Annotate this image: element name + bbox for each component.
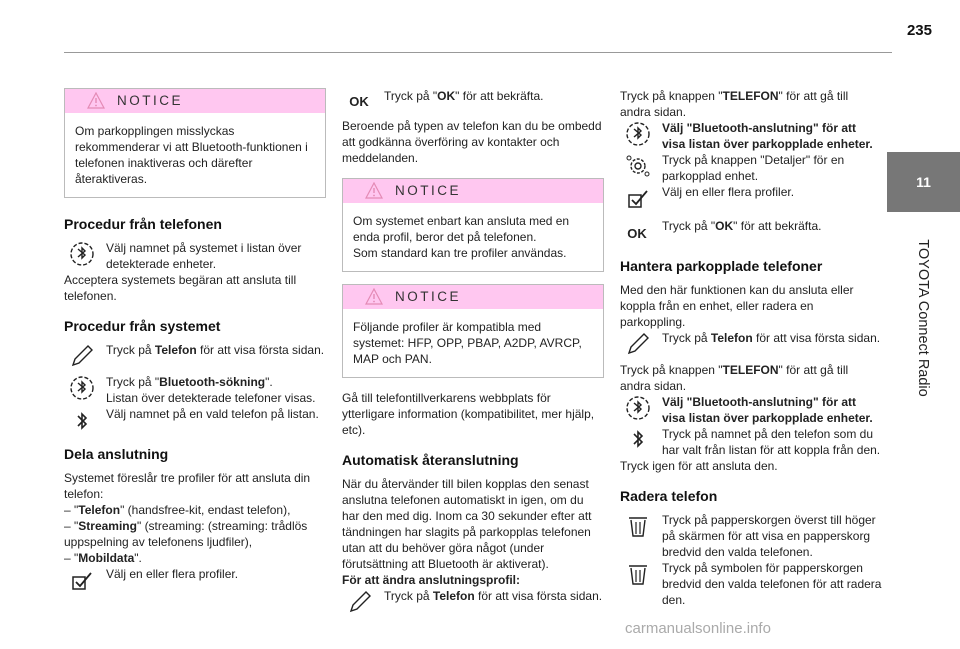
checkbox-icon [68,566,96,594]
auto-bold: För att ändra anslutningsprofil: [342,573,521,587]
bluetooth-search-icon [68,374,96,402]
trash-icon [624,560,652,588]
warning-icon [365,288,383,305]
step-bluetooth-list [620,394,882,426]
share-item-telefon: – "Telefon" (handsfree-kit, endast telefon), [64,503,291,517]
bluetooth-icon [624,426,652,454]
step-trash-top [620,512,882,560]
warning-icon [365,182,383,199]
manage-text: Med den här funktionen kan du ansluta eller koppla från en enhet, eller radera en parkoppling. [620,283,854,329]
step-text: Tryck på Telefon för att visa första sidan. [106,343,325,357]
step-press-ok [620,218,882,244]
ok-icon: OK [627,226,647,241]
heading-auto-reconnect: Automatisk återanslutning [342,452,519,468]
header-divider [64,52,892,53]
reconnect-text: Tryck igen för att ansluta den. [620,459,778,473]
step-press-telefon [620,330,882,358]
step-bluetooth-list [620,120,882,152]
notice-label: NOTICE [395,289,462,304]
step-text: Tryck på Telefon för att visa första sidan. [662,331,881,345]
notice-text: Följande profiler är kompatibla med systemet: HFP, OPP, PBAP, A2DP, AVRCP, MAP och PAN. [353,320,582,366]
press-telefon-text: Tryck på knappen "TELEFON" för att gå till andra sidan. [620,89,849,119]
chapter-tab: 11 [887,152,960,212]
share-item-mobildata: – "Mobildata". [64,551,142,565]
notice-header [65,89,325,113]
heading-manage-paired: Hantera parkopplade telefoner [620,258,823,274]
step-text: Listan över detekterade telefoner visas. [106,391,316,405]
bluetooth-search-icon [68,240,96,268]
step-text: Välj namnet på en vald telefon på listan. [106,407,319,421]
ok-icon: OK [349,94,369,109]
step-disconnect [620,426,882,458]
chapter-title: TOYOTA Connect Radio [915,239,931,397]
notice-box [342,178,604,272]
step-text: Välj namnet på systemet i listan över detekterade enheter. [106,241,302,271]
step-choose-profiles [620,184,882,212]
step-details [620,152,882,184]
warning-icon [87,92,105,109]
step-text: Tryck på symbolen för papperskorgen bredvid den valda telefonen för att radera den. [662,561,882,607]
step-text: Välj "Bluetooth-anslutning" för att visa listan över parkopplade enheter. [662,121,873,151]
pen-icon [624,330,652,358]
step-choose-phone [64,406,326,434]
bluetooth-search-icon [624,120,652,148]
column-3 [620,88,882,608]
step-text: Tryck på "OK" för att bekräfta. [384,89,544,103]
trash-icon [624,512,652,540]
auto-text: När du återvänder till bilen kopplas den senast anslutna telefonen automatiskt in igen, om du har den med dig. Inom ca 30 sekunder efter att tändningen har slagits på parkopplas telefonen utan att du behöver göra något (under förutsättning att Bluetooth är aktiverat). [342,477,592,571]
column-2 [342,88,604,616]
accept-text: Acceptera systemets begäran att ansluta till telefonen. [64,273,297,303]
notice-box [342,284,604,378]
pen-icon [68,342,96,370]
step-text: Välj "Bluetooth-anslutning" för att visa listan över parkopplade enheter. [662,395,873,425]
step-press-telefon [342,588,604,616]
notice-header [343,179,603,203]
step-text: Tryck på "OK" för att bekräfta. [662,219,822,233]
notice-box [64,88,326,198]
checkbox-icon [624,184,652,212]
notice-label: NOTICE [117,93,184,108]
step-text: Välj en eller flera profiler. [106,567,239,581]
press-telefon-text: Tryck på knappen "TELEFON" för att gå till andra sidan. [620,363,849,393]
step-text: Tryck på Telefon för att visa första sidan. [384,589,603,603]
share-intro: Systemet föreslår tre profiler för att ansluta din telefon: [64,471,311,501]
pen-icon [346,588,374,616]
page-number: 235 [906,22,932,39]
step-press-ok [342,88,604,114]
watermark: carmanualsonline.info [625,620,771,637]
heading-system-procedure: Procedur från systemet [64,318,221,334]
step-bluetooth-search [64,374,326,406]
bluetooth-search-icon [624,394,652,422]
step-trash-delete [620,560,882,608]
notice-header [343,285,603,309]
step-text: Tryck på namnet på den telefon som du har valt från listan för att koppla från den. [662,427,881,457]
heading-delete-phone: Radera telefon [620,488,718,504]
step-select-system [64,240,326,272]
heading-share-connection: Dela anslutning [64,446,169,462]
step-text: Tryck på "Bluetooth-sökning". [106,375,273,389]
notice-text: Om parkopplingen misslyckas rekommenderar vi att Bluetooth-funktionen i telefonen inaktiveras och därefter återaktiveras. [75,124,308,186]
manufacturer-text: Gå till telefontillverkarens webbplats för ytterligare information (kompatibilitet, mer hjälp, etc). [342,391,595,437]
gear-icon [624,152,652,180]
step-text: Välj en eller flera profiler. [662,185,795,199]
step-press-telefon [64,342,326,370]
bluetooth-icon [68,408,96,436]
depends-text: Beroende på typen av telefon kan du be ombedd att godkänna överföring av kontakter och meddelanden. [342,119,602,165]
heading-phone-procedure: Procedur från telefonen [64,216,222,232]
notice-text: Om systemet enbart kan ansluta med en enda profil, beror det på telefonen. Som standard kan tre profiler användas. [353,214,570,260]
column-1 [64,88,326,582]
step-text: Tryck på knappen "Detaljer" för en parkopplad enhet. [662,153,845,183]
notice-label: NOTICE [395,183,462,198]
share-item-streaming: – "Streaming" (streaming: (streaming: trådlös uppspelning av telefonens ljudfiler), [64,519,308,549]
step-text: Tryck på papperskorgen överst till höger på skärmen för att visa en papperskorg bredvid den valda telefonen. [662,513,876,559]
step-choose-profiles [64,566,326,582]
